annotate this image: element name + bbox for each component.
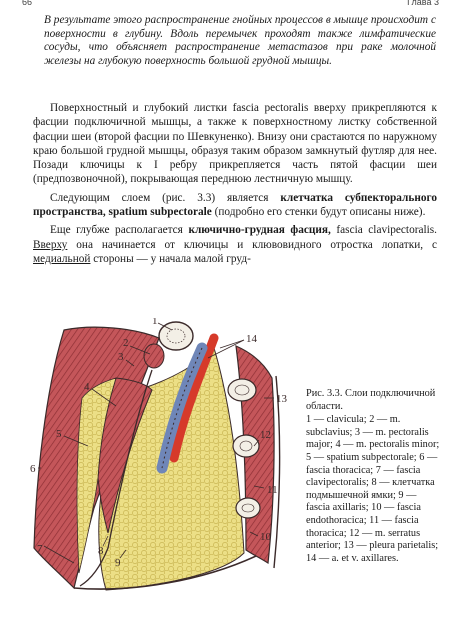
figure-label-5: 5: [56, 428, 62, 440]
anatomical-figure: [24, 318, 292, 608]
figure-label-13: 13: [276, 393, 287, 405]
figure-label-8: 8: [98, 545, 104, 557]
figure-label-12: 12: [260, 429, 271, 441]
paragraph-text: fascia clavipectoralis.: [330, 224, 437, 237]
rib-lower: [236, 498, 260, 518]
italic-note: В результате этого распространение гнойных процессов в мышце происходит с поверхности в глубину. Вдоль перемычек проходят также лимфатические сосуды, что объясняет распространение метастазов при раке молочной железы на глубокую поверхность большой грудной мышцы.: [44, 14, 436, 67]
figure-label-6: 6: [30, 463, 36, 475]
paragraph-subpectoral-space: [33, 191, 437, 220]
rib-middle: [233, 435, 259, 457]
paragraph-text: Следующим слоем (рис. 3.3) является: [50, 191, 281, 204]
figure-label-1: 1: [152, 318, 158, 327]
body-text: [33, 101, 437, 270]
subclavius: [144, 344, 164, 368]
paragraph-text: она начинается от ключицы и клювовидного отростка лопатки, с: [67, 238, 437, 251]
chapter-title: Глава 3: [407, 0, 439, 7]
figure-caption: [306, 388, 442, 565]
rib-upper: [228, 379, 256, 401]
figure-label-7: 7: [37, 543, 43, 555]
figure-label-10: 10: [260, 531, 271, 543]
term-bold: клетчатка субпекторального пространства, spatium subpectorale: [33, 191, 437, 219]
figure-label-3: 3: [118, 351, 124, 363]
figure-label-4: 4: [84, 381, 90, 393]
underlined-word: Вверху: [33, 238, 68, 251]
caption-title: Рис. 3.3. Слои подключичной области.: [306, 388, 436, 412]
running-head: [22, 0, 439, 7]
paragraph-clavipectoral-fascia: [33, 223, 437, 266]
figure-label-14: 14: [246, 333, 257, 345]
paragraph-text: (подробно его стенки будут описаны ниже).: [211, 206, 426, 219]
underlined-word: медиальной: [33, 252, 91, 265]
paragraph-fascia-pectoralis: Поверхностный и глубокий листки fascia pectoralis вверху прикрепляются к фасции подключичной мышцы, а также к поверхностному листку собственной фасции шеи (второй фасции по Шевкуненко). Внизу они срастаются по наружному краю большой грудной мышцы, образуя таким образом замкнутый футляр для нее. Позади ключицы к I ребру прикрепляется часть пятой фасции шеи (предпозвоночной), покрывающая переднюю лестничную мышцу.: [33, 102, 437, 186]
figure-label-9: 9: [115, 557, 121, 569]
figure-label-2: 2: [123, 337, 129, 349]
figure-label-11: 11: [267, 484, 278, 496]
paragraph-text: стороны — у начала малой груд-: [90, 252, 251, 265]
figure-drawing: [24, 318, 292, 608]
page-number: 66: [22, 0, 33, 7]
caption-legend: 1 — clavicula; 2 — m. subclavius; 3 — m. pectoralis major; 4 — m. pectoralis minor; 5 — spatium subpectorale; 6 — fascia thoracica; 7 — fascia clavipectoralis; 8 — клетчатка подмышечной ямки; 9 — fascia axillaris; 10 — fascia endothoracica; 11 — fascia thoracica; 12 — m. serratus anterior; 13 — pleura parietalis; 14 — a. et v. axillares.: [306, 414, 440, 564]
paragraph-text: Еще глубже располагается: [50, 224, 189, 237]
term-bold: ключично-грудная фасция,: [188, 224, 331, 237]
